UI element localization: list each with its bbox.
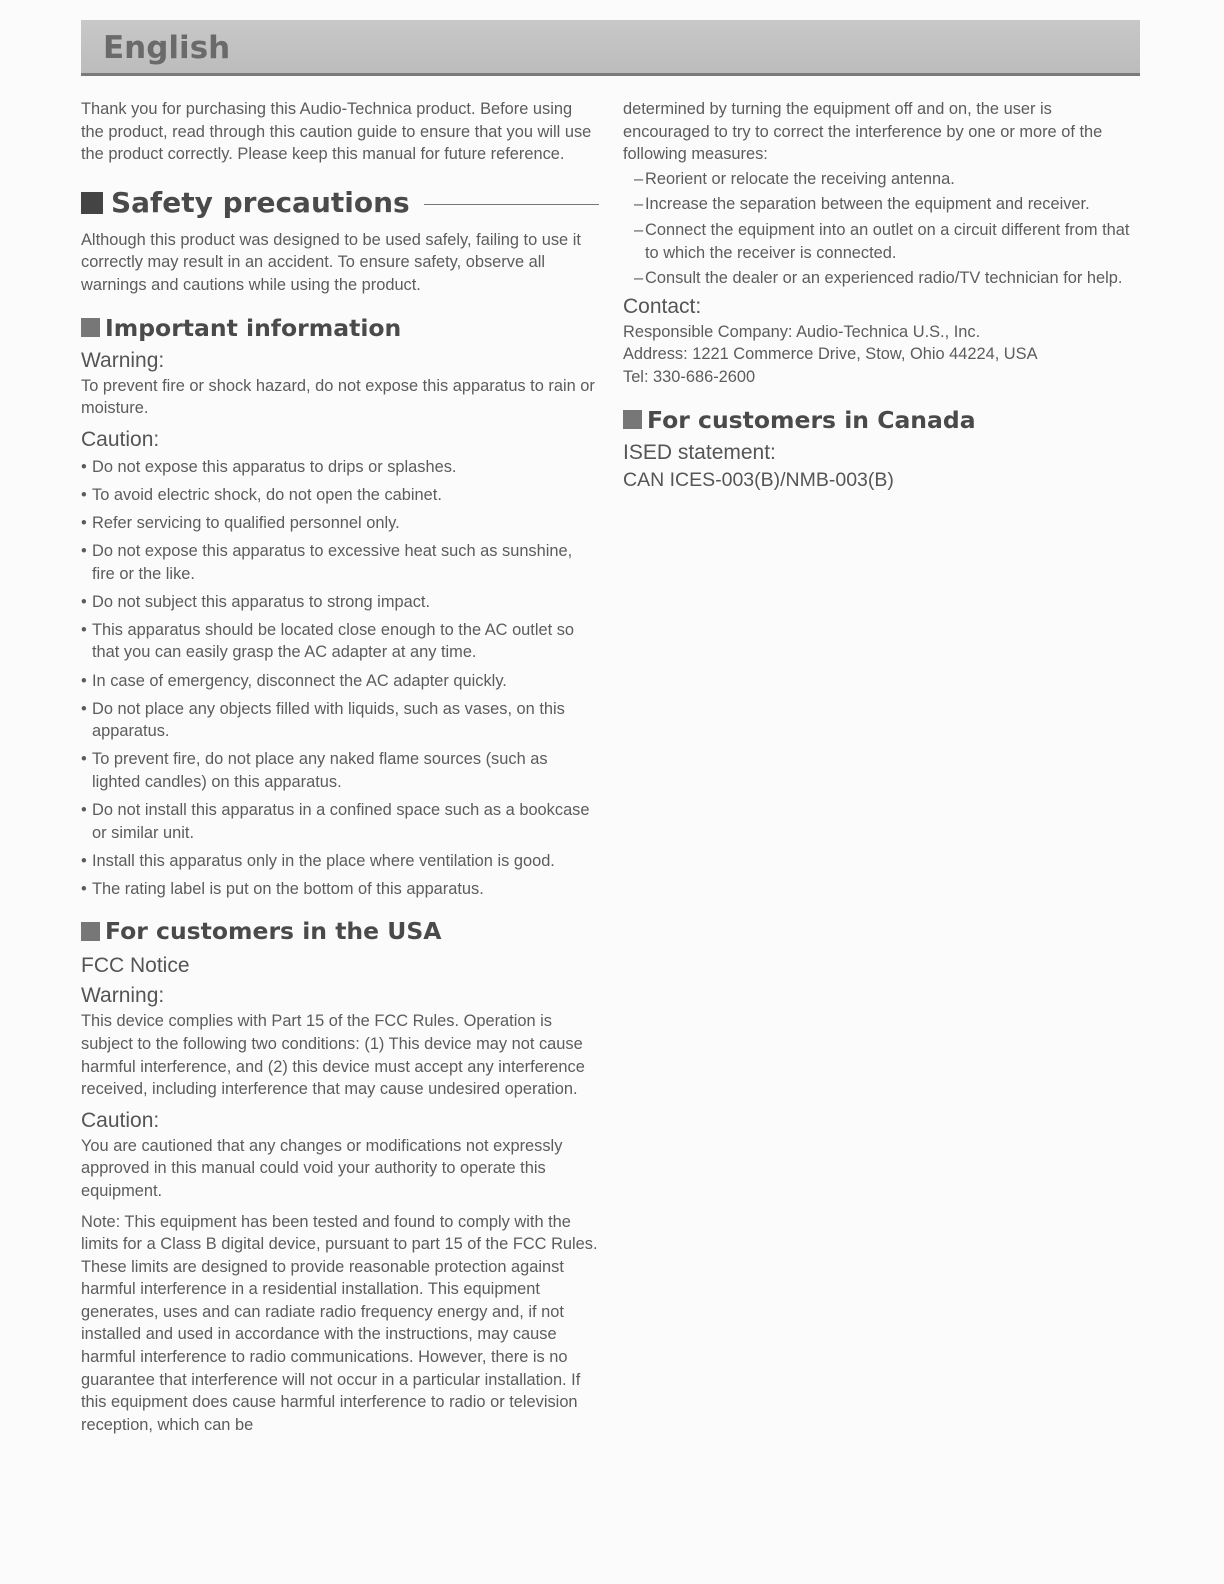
list-item: • This apparatus should be located close enough to the AC outlet so that you can easily grasp the AC adapter at any time. [81, 619, 599, 664]
list-item: • Do not expose this apparatus to excessive heat such as sunshine, fire or the like. [81, 540, 599, 585]
list-item: • Do not place any objects filled with liquids, such as vases, on this apparatus. [81, 698, 599, 743]
right-column [623, 98, 1141, 493]
canada-customers-heading [623, 405, 1141, 435]
fcc-note-text: Note: This equipment has been tested and found to comply with the limits for a Class B digital device, pursuant to part 15 of the FCC Rules. These limits are designed to provide reasonable protection against harmful interference in a residential installation. This equipment generates, uses and can radiate radio frequency energy and, if not installed and used in accordance with the instructions, may cause harmful interference to radio communications. However, there is no guarantee that interference will not occur in a particular installation. If this equipment does cause harmful interference to radio or television reception, which can be [81, 1212, 598, 1434]
usa-caution-label: Caution: [81, 1108, 160, 1132]
list-item: • Refer servicing to qualified personnel only. [81, 512, 599, 535]
language-banner [81, 20, 1140, 76]
usa-warning-label: Warning: [81, 984, 165, 1008]
ised-statement-label: ISED statement: [623, 440, 776, 464]
fcc-notice-label: FCC Notice [81, 954, 190, 978]
measures-list [623, 168, 1141, 290]
list-item: • The rating label is put on the bottom of this apparatus. [81, 878, 599, 901]
list-item: • Do not subject this apparatus to strong impact. [81, 591, 599, 614]
caution-label: Caution: [81, 427, 160, 451]
fcc-continuation: determined by turning the equipment off and on, the user is encouraged to try to correct the interference by one or more of the following measures: [623, 100, 1103, 164]
list-item: • To prevent fire, do not place any naked flame sources (such as lighted candles) on this apparatus. [81, 748, 599, 793]
important-information-heading [81, 313, 599, 343]
usa-caution-text: You are cautioned that any changes or modifications not expressly approved in this manual could void your authority to operate this equipment. [81, 1136, 563, 1200]
list-item: – Reorient or relocate the receiving antenna. [623, 168, 1141, 191]
left-column [81, 98, 599, 1436]
list-item: • Do not expose this apparatus to drips or splashes. [81, 456, 599, 479]
heading-rule [424, 204, 599, 205]
canada-customers-title: For customers in Canada [647, 405, 976, 434]
warning-label: Warning: [81, 348, 165, 372]
contact-company: Responsible Company: Audio-Technica U.S., Inc. [623, 322, 981, 341]
safety-precautions-title: Safety precautions [111, 185, 410, 219]
usa-warning-text: This device complies with Part 15 of the FCC Rules. Operation is subject to the following two conditions: (1) This device may not cause harmful interference, and (2) this device must accept any interference received, including interference that may cause undesired operation. [81, 1012, 585, 1099]
list-item: • In case of emergency, disconnect the AC adapter quickly. [81, 670, 599, 693]
list-item: • Install this apparatus only in the place where ventilation is good. [81, 850, 599, 873]
list-item: – Connect the equipment into an outlet on a circuit different from that to which the receiver is connected. [623, 219, 1141, 264]
square-bullet-icon [81, 192, 103, 214]
square-bullet-icon [81, 318, 100, 337]
contact-phone: Tel: 330-686-2600 [623, 367, 756, 386]
intro-paragraph: Thank you for purchasing this Audio-Technica product. Before using the product, read through this caution guide to ensure that you will use the product correctly. Please keep this manual for future reference. [81, 100, 592, 164]
safety-intro: Although this product was designed to be used safely, failing to use it correctly may result in an accident. To ensure safety, observe all warnings and cautions while using the product. [81, 230, 581, 294]
usa-customers-heading [81, 916, 599, 946]
list-item: • To avoid electric shock, do not open the cabinet. [81, 484, 599, 507]
contact-label: Contact: [623, 294, 702, 318]
important-information-title: Important information [105, 313, 402, 342]
warning-text: To prevent fire or shock hazard, do not expose this apparatus to rain or moisture. [81, 376, 595, 418]
ised-code: CAN ICES-003(B)/NMB-003(B) [623, 468, 894, 491]
caution-list [81, 456, 599, 901]
list-item: – Consult the dealer or an experienced radio/TV technician for help. [623, 267, 1141, 290]
safety-precautions-heading [81, 186, 599, 220]
square-bullet-icon [81, 922, 100, 941]
usa-customers-title: For customers in the USA [105, 917, 442, 946]
contact-address: Address: 1221 Commerce Drive, Stow, Ohio 44224, USA [623, 345, 1038, 364]
list-item: • Do not install this apparatus in a confined space such as a bookcase or similar unit. [81, 799, 599, 844]
language-title: English [103, 30, 231, 66]
list-item: – Increase the separation between the equipment and receiver. [623, 193, 1141, 216]
square-bullet-icon [623, 410, 642, 429]
